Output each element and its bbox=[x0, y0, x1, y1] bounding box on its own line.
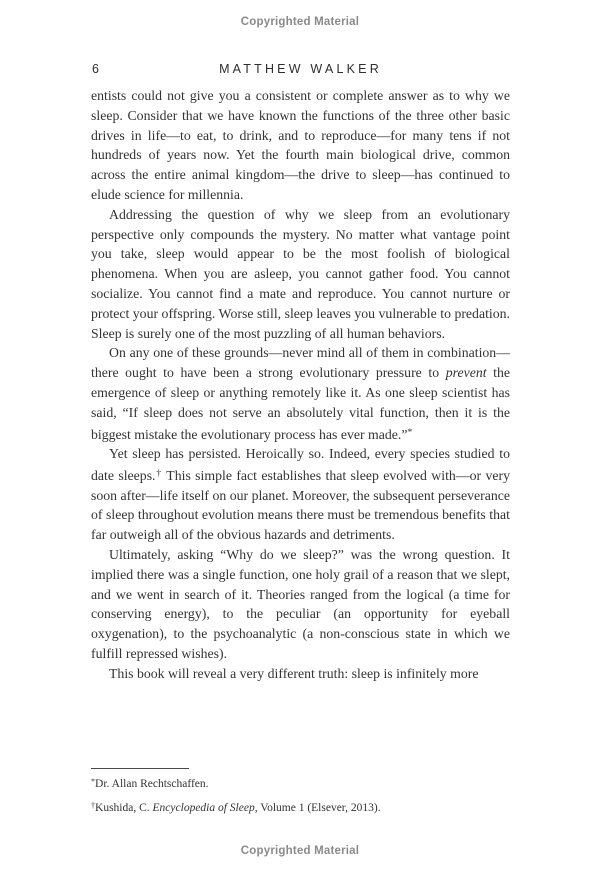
text-run: Dr. Allan Rechtschaffen. bbox=[95, 778, 209, 791]
page-number: 6 bbox=[92, 62, 100, 76]
paragraph bbox=[91, 86, 510, 205]
paragraph bbox=[91, 205, 510, 344]
paragraph bbox=[91, 664, 510, 684]
text-run: This book will reveal a very different truth: sleep is infinitely more bbox=[109, 665, 479, 681]
copyright-notice-top: Copyrighted Material bbox=[240, 16, 360, 28]
paragraph bbox=[91, 545, 510, 664]
italic-text: Encyclopedia of Sleep bbox=[152, 802, 255, 815]
text-run: This simple fact establishes that sleep evolved with—or very soon after—life itself on our planet. Moreover, the subsequent perseverance of sleep throughout evolution means there must be tremendous benefits that far outweigh all of the obvious hazards and detriments. bbox=[91, 467, 510, 543]
text-run: Addressing the question of why we sleep from an evolutionary perspective only compounds the mystery. No matter what vantage point you take, sleep would appear to be the most foolish of biological phenomena. When you are asleep, you cannot gather food. You cannot socialize. You cannot find a mate and reproduce. You cannot nurture or protect your offspring. Worse still, sleep leaves you vulnerable to predation. Sleep is surely one of the most puzzling of all human behaviors. bbox=[91, 206, 510, 341]
running-header-title: MATTHEW WALKER bbox=[219, 62, 382, 76]
text-run: the emergence of sleep or anything remotely like it. As one sleep scientist has said, “If sleep does not serve an absolutely vital function, then it is the biggest mistake the evolutionary process has ever made.” bbox=[91, 365, 510, 442]
footnote-marker: † bbox=[155, 468, 163, 479]
footnote-marker: * bbox=[91, 777, 96, 786]
text-run: , Volume 1 (Elsever, 2013). bbox=[254, 802, 381, 815]
text-run: On any one of these grounds—never mind all of them in combination—there ought to have been a strong evolutionary pressure to bbox=[91, 345, 510, 381]
footnote-marker: * bbox=[407, 426, 413, 438]
text-run: Ultimately, asking “Why do we sleep?” was the wrong question. It implied there was a single function, one holy grail of a reason that we slept, and we went in search of it. Theories ranged from the logical (a time for conserving energy), to the peculiar (an opportunity for eyeball oxygenation), to the psychoanalytic (a non-conscious state in which we fulfill repressed wishes). bbox=[91, 547, 510, 662]
text-run: Kushida, C. bbox=[95, 802, 153, 815]
footnote bbox=[91, 771, 510, 795]
text-run: Yet sleep has persisted. Heroically so. Indeed, every species studied to date sleeps. bbox=[91, 446, 510, 483]
paragraph bbox=[91, 444, 510, 545]
footnote-marker: † bbox=[91, 801, 96, 811]
copyright-notice-bottom: Copyrighted Material bbox=[240, 845, 360, 857]
footnote bbox=[91, 795, 510, 819]
running-header bbox=[91, 62, 510, 76]
paragraph bbox=[91, 343, 510, 444]
italic-text: prevent bbox=[445, 365, 487, 381]
footnotes bbox=[91, 771, 510, 819]
footnote-rule bbox=[91, 768, 189, 769]
body-text bbox=[91, 86, 510, 684]
text-run: entists could not give you a consistent or complete answer as to why we sleep. Consider that we have known the functions of the three other basic drives in life—to eat, to drink, and to reproduce—for many tens if not hundreds of years now. Yet the fourth main biological drive, common across the entire animal kingdom—the drive to sleep—has continued to elude science for millennia. bbox=[91, 88, 510, 202]
